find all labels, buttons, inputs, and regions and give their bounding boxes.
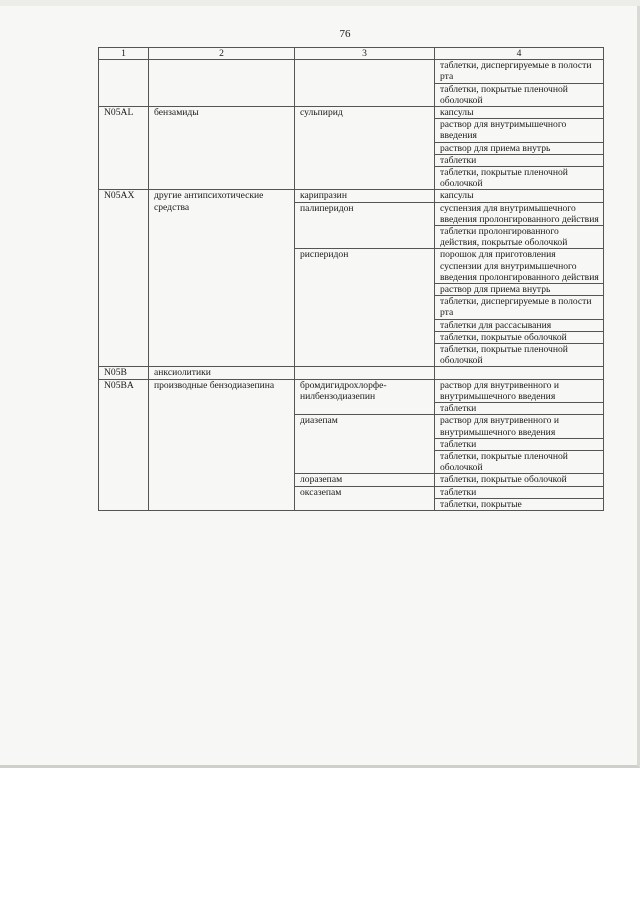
table-row [99,60,604,83]
table-row [99,190,604,202]
drug-cell: бромдигидрохлорфе-нилбензодиазепин [295,379,435,415]
drug-cell: оксазепам [295,486,435,510]
atc-code-cell [99,60,149,107]
dosage-form-cell: порошок для приготовления суспензии для внутримышечного введения пролонгированного действия [435,249,604,284]
dosage-form-cell: раствор для внутривенного и внутримышечного введения [435,415,604,438]
dosage-form-cell: таблетки [435,403,604,415]
column-header: 3 [295,48,435,60]
dosage-form-cell: суспензия для внутримышечного введения пролонгированного действия [435,202,604,225]
dosage-form-cell: капсулы [435,107,604,119]
group-cell: производные бензодиазепина [149,379,295,510]
blank-area [0,768,640,905]
dosage-form-cell: раствор для внутримышечного введения [435,119,604,142]
dosage-form-cell: таблетки для рассасывания [435,319,604,331]
group-cell: анксиолитики [149,367,295,379]
drug-cell: диазепам [295,415,435,474]
dosage-form-cell: таблетки, покрытые [435,498,604,510]
page-number: 76 [339,28,351,40]
drug-cell: палиперидон [295,202,435,249]
group-cell [149,60,295,107]
drug-cell: рисперидон [295,249,435,367]
group-cell: другие антипсихотические средства [149,190,295,367]
dosage-form-cell: таблетки, покрытые пленочной оболочкой [435,83,604,106]
table-row [99,367,604,379]
drug-table [98,47,604,511]
dosage-form-cell: таблетки, покрытые пленочной оболочкой [435,167,604,190]
column-header-row [99,48,604,60]
drug-cell [295,367,435,379]
dosage-form-cell: таблетки [435,438,604,450]
dosage-form-cell: таблетки, диспергируемые в полости рта [435,296,604,319]
table-row [99,107,604,119]
atc-code-cell: N05B [99,367,149,379]
group-cell: бензамиды [149,107,295,190]
dosage-form-cell: таблетки, диспергируемые в полости рта [435,60,604,83]
dosage-form-cell: таблетки [435,486,604,498]
atc-code-cell: N05AL [99,107,149,190]
column-header: 1 [99,48,149,60]
dosage-form-cell: таблетки [435,154,604,166]
dosage-form-cell [435,367,604,379]
column-header: 4 [435,48,604,60]
dosage-form-cell: таблетки, покрытые пленочной оболочкой [435,450,604,473]
atc-code-cell: N05AX [99,190,149,367]
dosage-form-cell: таблетки, покрытые пленочной оболочкой [435,344,604,367]
drug-cell: карипразин [295,190,435,202]
scan-top-edge [0,0,640,6]
table-row [99,379,604,402]
drug-cell: лоразепам [295,474,435,486]
dosage-form-cell: раствор для приема внутрь [435,284,604,296]
dosage-form-cell: раствор для внутривенного и внутримышечного введения [435,379,604,402]
drug-cell: сульпирид [295,107,435,190]
dosage-form-cell: таблетки, покрытые оболочкой [435,474,604,486]
atc-code-cell: N05BA [99,379,149,510]
dosage-form-cell: раствор для приема внутрь [435,142,604,154]
drug-cell [295,60,435,107]
dosage-form-cell: капсулы [435,190,604,202]
column-header: 2 [149,48,295,60]
dosage-form-cell: таблетки пролонгированного действия, покрытые оболочкой [435,226,604,249]
dosage-form-cell: таблетки, покрытые оболочкой [435,331,604,343]
